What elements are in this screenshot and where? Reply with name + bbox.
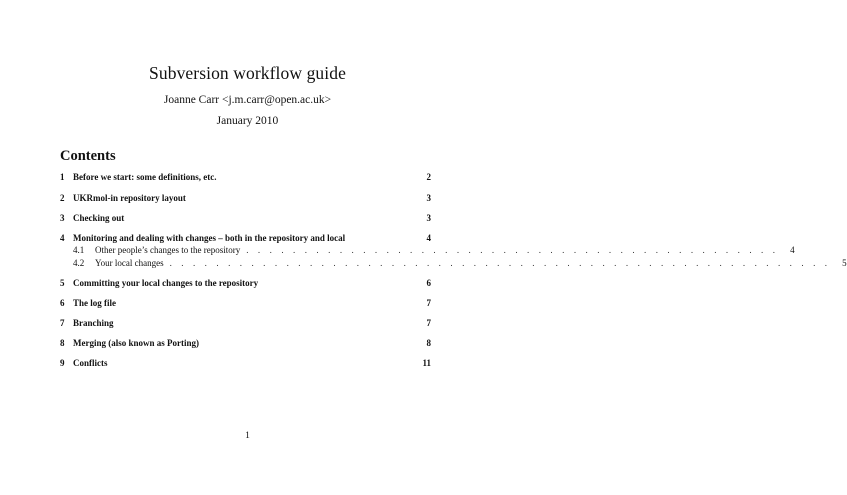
toc-number: 9 <box>60 358 65 368</box>
toc-number: 8 <box>60 338 65 348</box>
toc-page-number: 4 <box>426 233 431 243</box>
toc-page-number: 2 <box>426 172 431 182</box>
toc-page-number: 4 <box>790 245 795 255</box>
toc-page-number: 8 <box>426 338 431 348</box>
toc-entry-1[interactable] <box>60 170 431 184</box>
toc-label: Merging (also known as Porting) <box>73 338 199 348</box>
toc-page-number: 7 <box>426 318 431 328</box>
toc-number: 4.1 <box>73 245 85 255</box>
toc-entry-3[interactable] <box>60 211 431 225</box>
toc-page-number: 7 <box>426 298 431 308</box>
toc-label: Monitoring and dealing with changes – both in the repository and local <box>73 233 346 243</box>
toc-number: 1 <box>60 172 65 182</box>
toc-entry-2[interactable] <box>60 191 431 205</box>
toc-leader-dots: . . . . . . . . . . . . . . . . . . . . . . . . . . . . . . . . . . . . . . . . . . . . . . . . . . . . . . . . . <box>169 258 831 268</box>
toc-number: 7 <box>60 318 65 328</box>
toc-entry-8[interactable] <box>60 336 431 350</box>
contents-heading: Contents <box>60 148 116 164</box>
toc-number: 3 <box>60 213 65 223</box>
toc-page-number: 3 <box>426 213 431 223</box>
toc-label: Conflicts <box>73 358 108 368</box>
toc-entry-5[interactable] <box>60 276 431 290</box>
toc-entry-7[interactable] <box>60 316 431 330</box>
toc-entry-6[interactable] <box>60 296 431 310</box>
toc-label: Branching <box>73 318 114 328</box>
page-number: 1 <box>245 431 250 441</box>
toc-number: 5 <box>60 278 65 288</box>
toc-number: 4.2 <box>73 258 85 268</box>
toc-page-number: 3 <box>426 193 431 203</box>
toc-label: Before we start: some definitions, etc. <box>73 172 217 182</box>
table-of-contents <box>60 0 847 495</box>
toc-number: 6 <box>60 298 65 308</box>
toc-label: Checking out <box>73 213 125 223</box>
toc-entry-9[interactable] <box>60 356 431 370</box>
document-date: January 2010 <box>216 115 279 127</box>
toc-label: Other people’s changes to the repository <box>95 245 241 255</box>
document-title: Subversion workflow guide <box>149 63 346 83</box>
toc-number: 4 <box>60 233 65 243</box>
toc-entry-4-2[interactable] <box>60 256 847 270</box>
toc-number: 2 <box>60 193 65 203</box>
toc-label: Committing your local changes to the repository <box>73 278 259 288</box>
toc-label: The log file <box>73 298 116 308</box>
toc-page-number: 11 <box>422 358 431 368</box>
toc-page-number: 5 <box>842 258 847 268</box>
toc-label: Your local changes <box>95 258 164 268</box>
toc-entry-4-1[interactable] <box>60 243 795 257</box>
document-author: Joanne Carr <j.m.carr@open.ac.uk> <box>163 94 332 106</box>
toc-leader-dots: . . . . . . . . . . . . . . . . . . . . . . . . . . . . . . . . . . . . . . . . . . . . . . <box>246 245 779 255</box>
toc-label: UKRmol-in repository layout <box>73 193 186 203</box>
toc-page-number: 6 <box>426 278 431 288</box>
